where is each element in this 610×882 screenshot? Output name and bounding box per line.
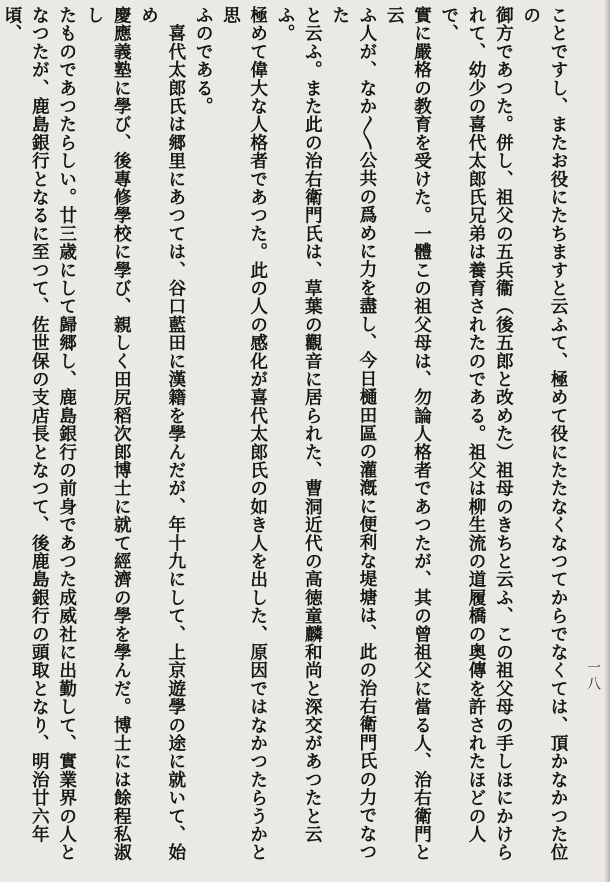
vertical-text-body (2, 6, 572, 868)
text-line: ふ人が、なか〳〵公共の爲めに力を盡し、今日樋田區の灌漑に便利な堤塘は、此の治右衛門氏の力でなつた (329, 6, 378, 861)
text-line: ことですし、またお役にたちますと云ふて、極めて役にたたなくなつてからでなくては、頂かなかつた位の (520, 6, 569, 862)
text-line: 實に嚴格の教育を受けた。一體この祖父母は、勿論人格者であつたが、其の曾祖父に當る人、治右衛門と云 (384, 6, 433, 862)
text-line: ふのである。 (193, 6, 215, 116)
text-line: たものであつたらしい。廿三歳にして歸郷し、鹿島銀行の前身であつた成威社に出勤して、實業界の人と (56, 6, 78, 862)
text-line: なつたが、鹿島銀行となるに至つて、佐世保の支店長となつて、後鹿島銀行の頭取となり、明治廿六年頃、 (2, 6, 51, 844)
text-line: 御方であつた。併し、祖父の五兵衞（後五郎と改めた）祖母のきちと云ふ、この祖父母の手しほにかけら (493, 6, 515, 862)
page-number: 一八 (585, 660, 601, 692)
text-line: 極めて偉大な人格者であつた。此の人の感化が喜代太郎氏の如き人を出した、原因ではなかつたらうかと思 (220, 6, 269, 862)
text-line: れて、幼少の喜代太郎氏兄弟は養育されたのである。祖父は柳生流の道履橋の奥傳を許されたほどの人で、 (438, 6, 488, 844)
text-line: 喜代太郎氏は郷里にあつては、谷口藍田に漢籍を學んだが、年十九にして、上京遊學の途に就いて、始め (138, 6, 187, 862)
text-line: 慶應義塾に學び、後專修學校に學び、親しく田尻稻次郎博士に就て經濟の學を學んだ。博士には餘程私淑し (83, 6, 133, 862)
text-line: と云ふ。また此の治右衛門氏は、草葉の觀音に居られた、曹洞近代の高徳童麟和尚と深交があつたと云ふ。 (275, 6, 324, 844)
scan-edge-shadow (604, 0, 610, 882)
